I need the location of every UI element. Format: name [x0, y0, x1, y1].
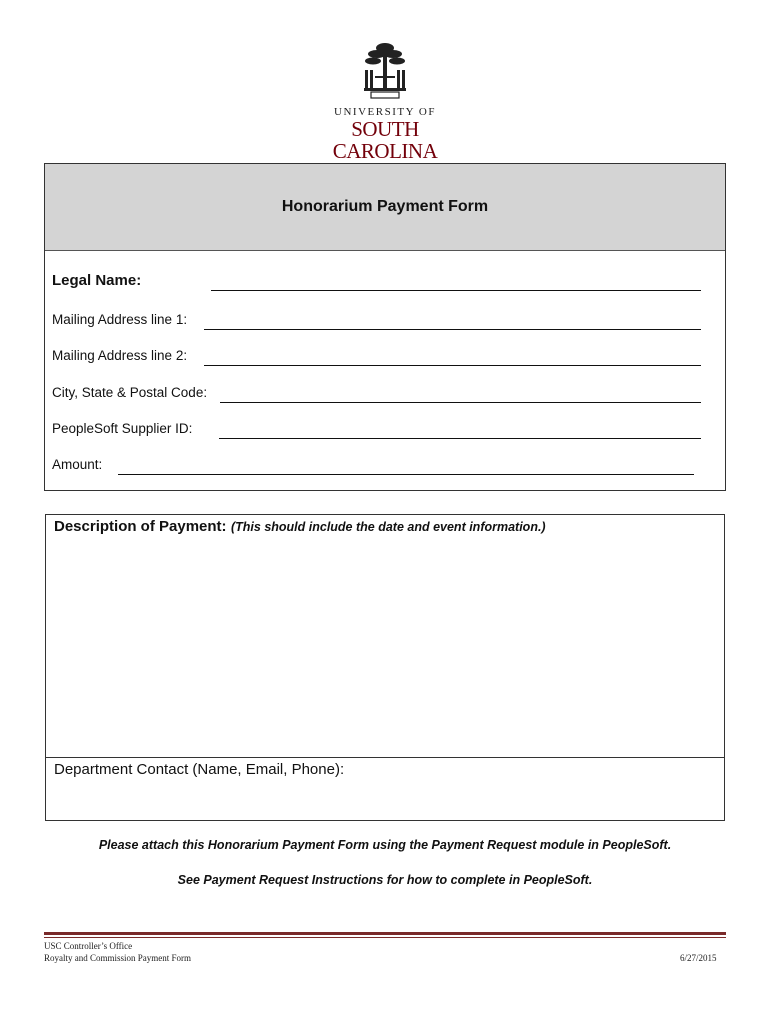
department-contact-area[interactable]: [46, 758, 724, 781]
description-note: (This should include the date and event information.): [230, 520, 546, 534]
footer-divider: [44, 932, 726, 935]
legal-name-field[interactable]: [211, 289, 701, 291]
supplier-row: [52, 421, 192, 436]
address1-row: [52, 312, 187, 327]
usc-logo: [300, 40, 470, 163]
amount-label: Amount:: [52, 457, 103, 472]
address1-label: Mailing Address line 1:: [52, 312, 188, 327]
logo-south-carolina: SOUTH CAROLINA: [332, 117, 438, 163]
footer-divider-thin: [44, 937, 726, 938]
amount-field[interactable]: [118, 473, 694, 475]
supplier-label: PeopleSoft Supplier ID:: [52, 421, 193, 436]
payee-info-box: [44, 163, 726, 491]
attach-instruction: Please attach this Honorarium Payment Form using the Payment Request module in PeopleSoft.: [98, 838, 672, 852]
amount-row: [52, 457, 102, 472]
legal-name-label: Legal Name:: [52, 272, 142, 289]
department-contact-label: Department Contact (Name, Email, Phone):: [54, 761, 345, 778]
see-instruction: See Payment Request Instructions for how to complete in PeopleSoft.: [177, 873, 593, 887]
logo-university-of: UNIVERSITY OF: [334, 106, 436, 118]
legal-name-row: [52, 272, 141, 289]
supplier-field[interactable]: [219, 437, 701, 439]
form-header: [45, 164, 725, 251]
address2-row: [52, 348, 187, 363]
city-row: [52, 385, 207, 400]
city-field[interactable]: [220, 401, 701, 403]
description-label: Description of Payment:: [54, 518, 227, 535]
address1-field[interactable]: [204, 328, 701, 330]
palmetto-icon: [363, 40, 407, 102]
description-area[interactable]: [46, 515, 724, 758]
form-title: Honorarium Payment Form: [281, 198, 489, 215]
footer-date: 6/27/2015: [680, 953, 717, 963]
city-label: City, State & Postal Code:: [52, 385, 208, 400]
address2-field[interactable]: [204, 364, 701, 366]
description-box: [45, 514, 725, 821]
footer-form-name: Royalty and Commission Payment Form: [44, 953, 192, 963]
address2-label: Mailing Address line 2:: [52, 348, 188, 363]
footer-office: USC Controller’s Office: [44, 941, 133, 951]
